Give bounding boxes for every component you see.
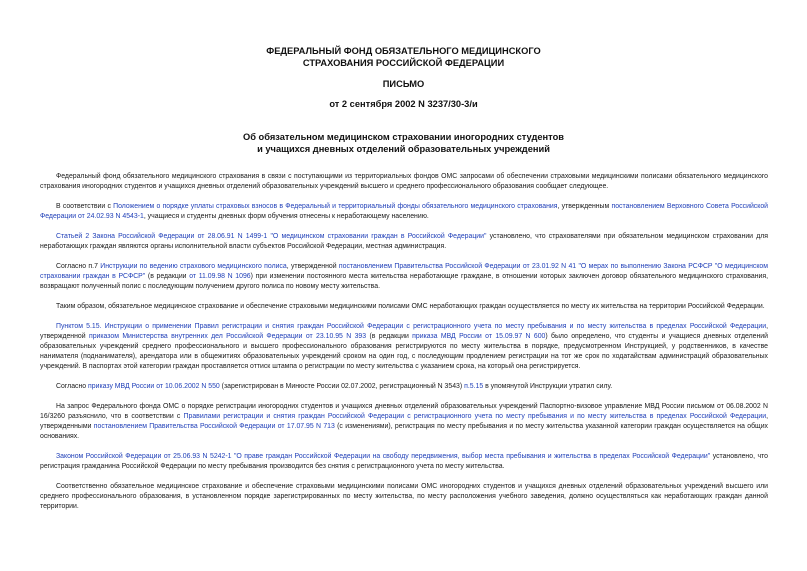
issuer-line-1: ФЕДЕРАЛЬНЫЙ ФОНД ОБЯЗАТЕЛЬНОГО МЕДИЦИНСКОГО xyxy=(266,46,541,56)
body-paragraph xyxy=(40,402,768,442)
paragraph-text: В соответствии с xyxy=(56,203,114,210)
paragraph-text: , утвержденным xyxy=(557,203,612,210)
body-paragraph xyxy=(40,262,768,292)
document-reference-link[interactable]: приказу МВД России от 10.06.2002 N 550 xyxy=(88,383,220,390)
paragraph-text: установлено, что регистрация гражданина Российской Федерации по месту пребывания производится без снятия с регистрационного учета по месту жительства. xyxy=(40,453,768,470)
document-reference-link[interactable]: Правилами регистрации и снятия граждан Российской Федерации с регистрационного учета по месту пребывания и по месту жительства в пределах Российской Федерации xyxy=(183,413,767,420)
paragraph-text: , утвержденной xyxy=(286,263,339,270)
paragraph-text: (в редакции xyxy=(366,333,413,340)
body-paragraph xyxy=(40,322,768,372)
document-reference-link[interactable]: п.5.15 xyxy=(464,383,484,390)
paragraph-text: установлено, что страхователями при обязательном медицинском страховании для неработающих граждан являются органы исполнительной власти субъектов Российской Федерации, местная администрация. xyxy=(40,233,768,250)
paragraph-text: Федеральный фонд обязательного медицинского страхования в связи с поступающими из территориальных фондов ОМС запросами об обеспечении страховыми медицинскими полисами обязательного медицинского страхования иногородних студентов и учащихся дневных отделений образовательных учреждений высшего и среднего профессионального образования сообщает следующее. xyxy=(40,173,768,190)
issuer-line-2: СТРАХОВАНИЯ РОССИЙСКОЙ ФЕДЕРАЦИИ xyxy=(302,58,505,68)
document-reference-link[interactable]: постановлением Верховного Совета Российской Федерации от 24.02.93 N 4543-1 xyxy=(40,203,769,220)
body-paragraph xyxy=(40,172,768,192)
document-type: ПИСЬМО xyxy=(382,79,425,89)
paragraph-text: ) при изменении постоянного места жительства неработающие граждане, в отношении которых заключен договор обязательного медицинского страхования, возвращают полученный полис с последующим получением другого полиса по новому месту жительства. xyxy=(40,273,768,290)
paragraph-text: Согласно п.7 xyxy=(56,263,101,270)
document-reference-link[interactable]: Законом Российской Федерации от 25.06.93 N 5242-1 "О праве граждан Российской Федерации на свободу передвижения, выбор места пребывания и жительства в пределах Российской Федерации" xyxy=(56,453,711,460)
document-reference-link[interactable]: приказом Министерства внутренних дел Российской Федерации от 23.10.95 N 393 xyxy=(88,333,367,340)
subject-line-1: Об обязательном медицинском страховании иногородних студентов xyxy=(242,132,564,142)
document-reference-link[interactable]: Инструкции по ведению страхового медицинского полиса xyxy=(100,263,287,270)
document-date-number: от 2 сентября 2002 N 3237/30-3/и xyxy=(329,99,478,109)
document-reference-link[interactable]: Пунктом 5.15. Инструкции о применении Правил регистрации и снятия граждан Российской Федерации с регистрационного учета по месту пребывания и по месту жительства в пределах Российской Федерации xyxy=(56,323,767,330)
paragraph-text: (в редакции xyxy=(145,273,190,280)
document-reference-link[interactable]: постановлением Правительства Российской Федерации от 23.01.92 N 41 "О мерах по выполнению Закона РСФСР "О медицинском страховании граждан в РСФСР" xyxy=(40,263,768,280)
document-body xyxy=(40,172,768,522)
paragraph-text: ) было определено, что студенты и учащиеся дневных отделений образовательных учреждений среднего профессионального и высшего профессионального образования регистрируются по месту жительства в порядке, предусмотренном Инструкцией, у родственников, в качестве нанимателя (поднанимателя), арендатора или в общежитиях образовательных учреждений сроком на один год, с последующим продлением регистрации на тот же срок по ходатайствам администраций образовательных учреждений. В паспортах этой категории граждан проставляется оттиск штампа о регистрации по месту жительства с указанием срока, на который она регистрируется. xyxy=(40,333,769,370)
paragraph-text: , утвержденной xyxy=(40,323,768,340)
body-paragraph xyxy=(40,302,768,312)
paragraph-text: Согласно xyxy=(56,383,89,390)
body-paragraph xyxy=(40,452,768,472)
document-reference-link[interactable]: приказа МВД России от 15.09.97 N 600 xyxy=(412,333,546,340)
body-paragraph xyxy=(40,232,768,252)
paragraph-text: (с изменениями), регистрация по месту пребывания и по месту жительства указанной категории граждан осуществляется на общих основаниях. xyxy=(40,423,768,440)
document-reference-link[interactable]: постановлением Правительства Российской Федерации от 17.07.95 N 713 xyxy=(93,423,335,430)
paragraph-text: На запрос Федерального фонда ОМС о порядке регистрации иногородних студентов и учащихся дневных отделений образовательных учреждений Паспортно-визовое управление МВД России письмом от 06.08.2002 N 16/3260 разъяснило, что в соответствии с xyxy=(40,403,768,420)
paragraph-text: , учащиеся и студенты дневных форм обучения отнесены к неработающему населению. xyxy=(143,213,429,220)
document-reference-link[interactable]: от 11.09.98 N 1096 xyxy=(189,273,251,280)
body-paragraph xyxy=(40,202,768,222)
body-paragraph xyxy=(40,382,768,392)
paragraph-text: Таким образом, обязательное медицинское страхование и обеспечение страховыми медицинскими полисами ОМС неработающих граждан осуществляется по месту их жительства на территории Российской Федерации. xyxy=(56,303,765,310)
subject-line-2: и учащихся дневных отделений образовательных учреждений xyxy=(257,144,550,154)
paragraph-text: Соответственно обязательное медицинское страхование и обеспечение страховыми медицинскими полисами ОМС иногородних студентов и учащихся дневных отделений образовательных учреждений высшего или среднего профессионального образования, в установленном порядке зарегистрированных по месту жительства, по месту расположения учебного заведения, должно осуществляться как неработающих граждан данной территории. xyxy=(40,483,768,510)
document-subject xyxy=(0,131,807,155)
document-reference-link[interactable]: Положением о порядке уплаты страховых взносов в Федеральный и территориальный фонды обязательного медицинского страхования xyxy=(113,203,558,210)
body-paragraph xyxy=(40,482,768,512)
document-reference-link[interactable]: Статьей 2 Закона Российской Федерации от 28.06.91 N 1499-1 "О медицинском страховании граждан в Российской Федерации" xyxy=(56,233,487,240)
issuer-heading xyxy=(0,45,807,69)
paragraph-text: (зарегистрирован в Минюсте России 02.07.2002, регистрационный N 3543) xyxy=(219,383,465,390)
paragraph-text: , утвержденными xyxy=(40,413,768,430)
paragraph-text: в упомянутой Инструкции утратил силу. xyxy=(483,383,613,390)
